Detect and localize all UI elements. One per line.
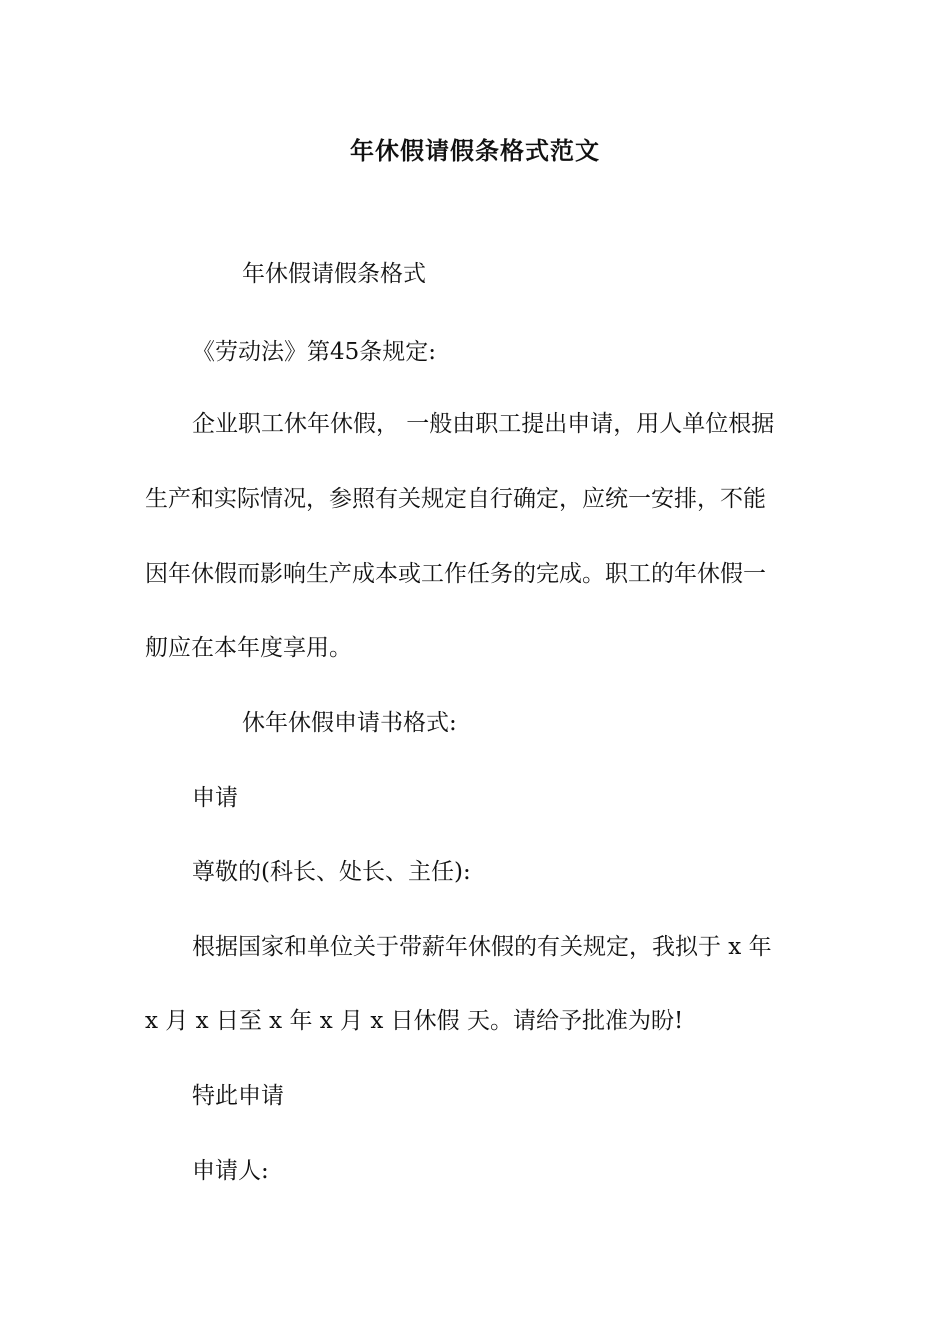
- closing-line: 特此申请: [192, 1083, 284, 1109]
- body-paragraph-line-4: 舠应在本年度享用。: [145, 635, 352, 661]
- body-paragraph-line-2: 生产和实际情况，参照有关规定自行确定，应统一安排，不能: [145, 486, 766, 512]
- salutation-line: 尊敬的(科长、处长、主任):: [192, 859, 471, 885]
- document-title: 年休假请假条格式范文: [350, 137, 600, 165]
- applicant-line: 申请人:: [192, 1158, 269, 1184]
- application-heading: 申请: [192, 785, 238, 811]
- application-body-line-1: 根据国家和单位关于带薪年休假的有关规定，我拟于 x 年: [192, 934, 772, 960]
- law-reference-line: 《劳动法》第45条规定:: [192, 339, 437, 365]
- application-body-line-2: x 月 x 日至 x 年 x 月 x 日休假 天。请给予批准为盼!: [145, 1008, 684, 1034]
- section-heading-format: 年休假请假条格式: [242, 261, 426, 287]
- body-paragraph-line-1: 企业职工休年休假， 一般由职工提出申请，用人单位根据: [192, 411, 775, 437]
- body-paragraph-line-3: 因年休假而影响生产成本或工作任务的完成。职工的年休假一: [145, 561, 766, 587]
- section-heading-application: 休年休假申请书格式:: [242, 710, 457, 736]
